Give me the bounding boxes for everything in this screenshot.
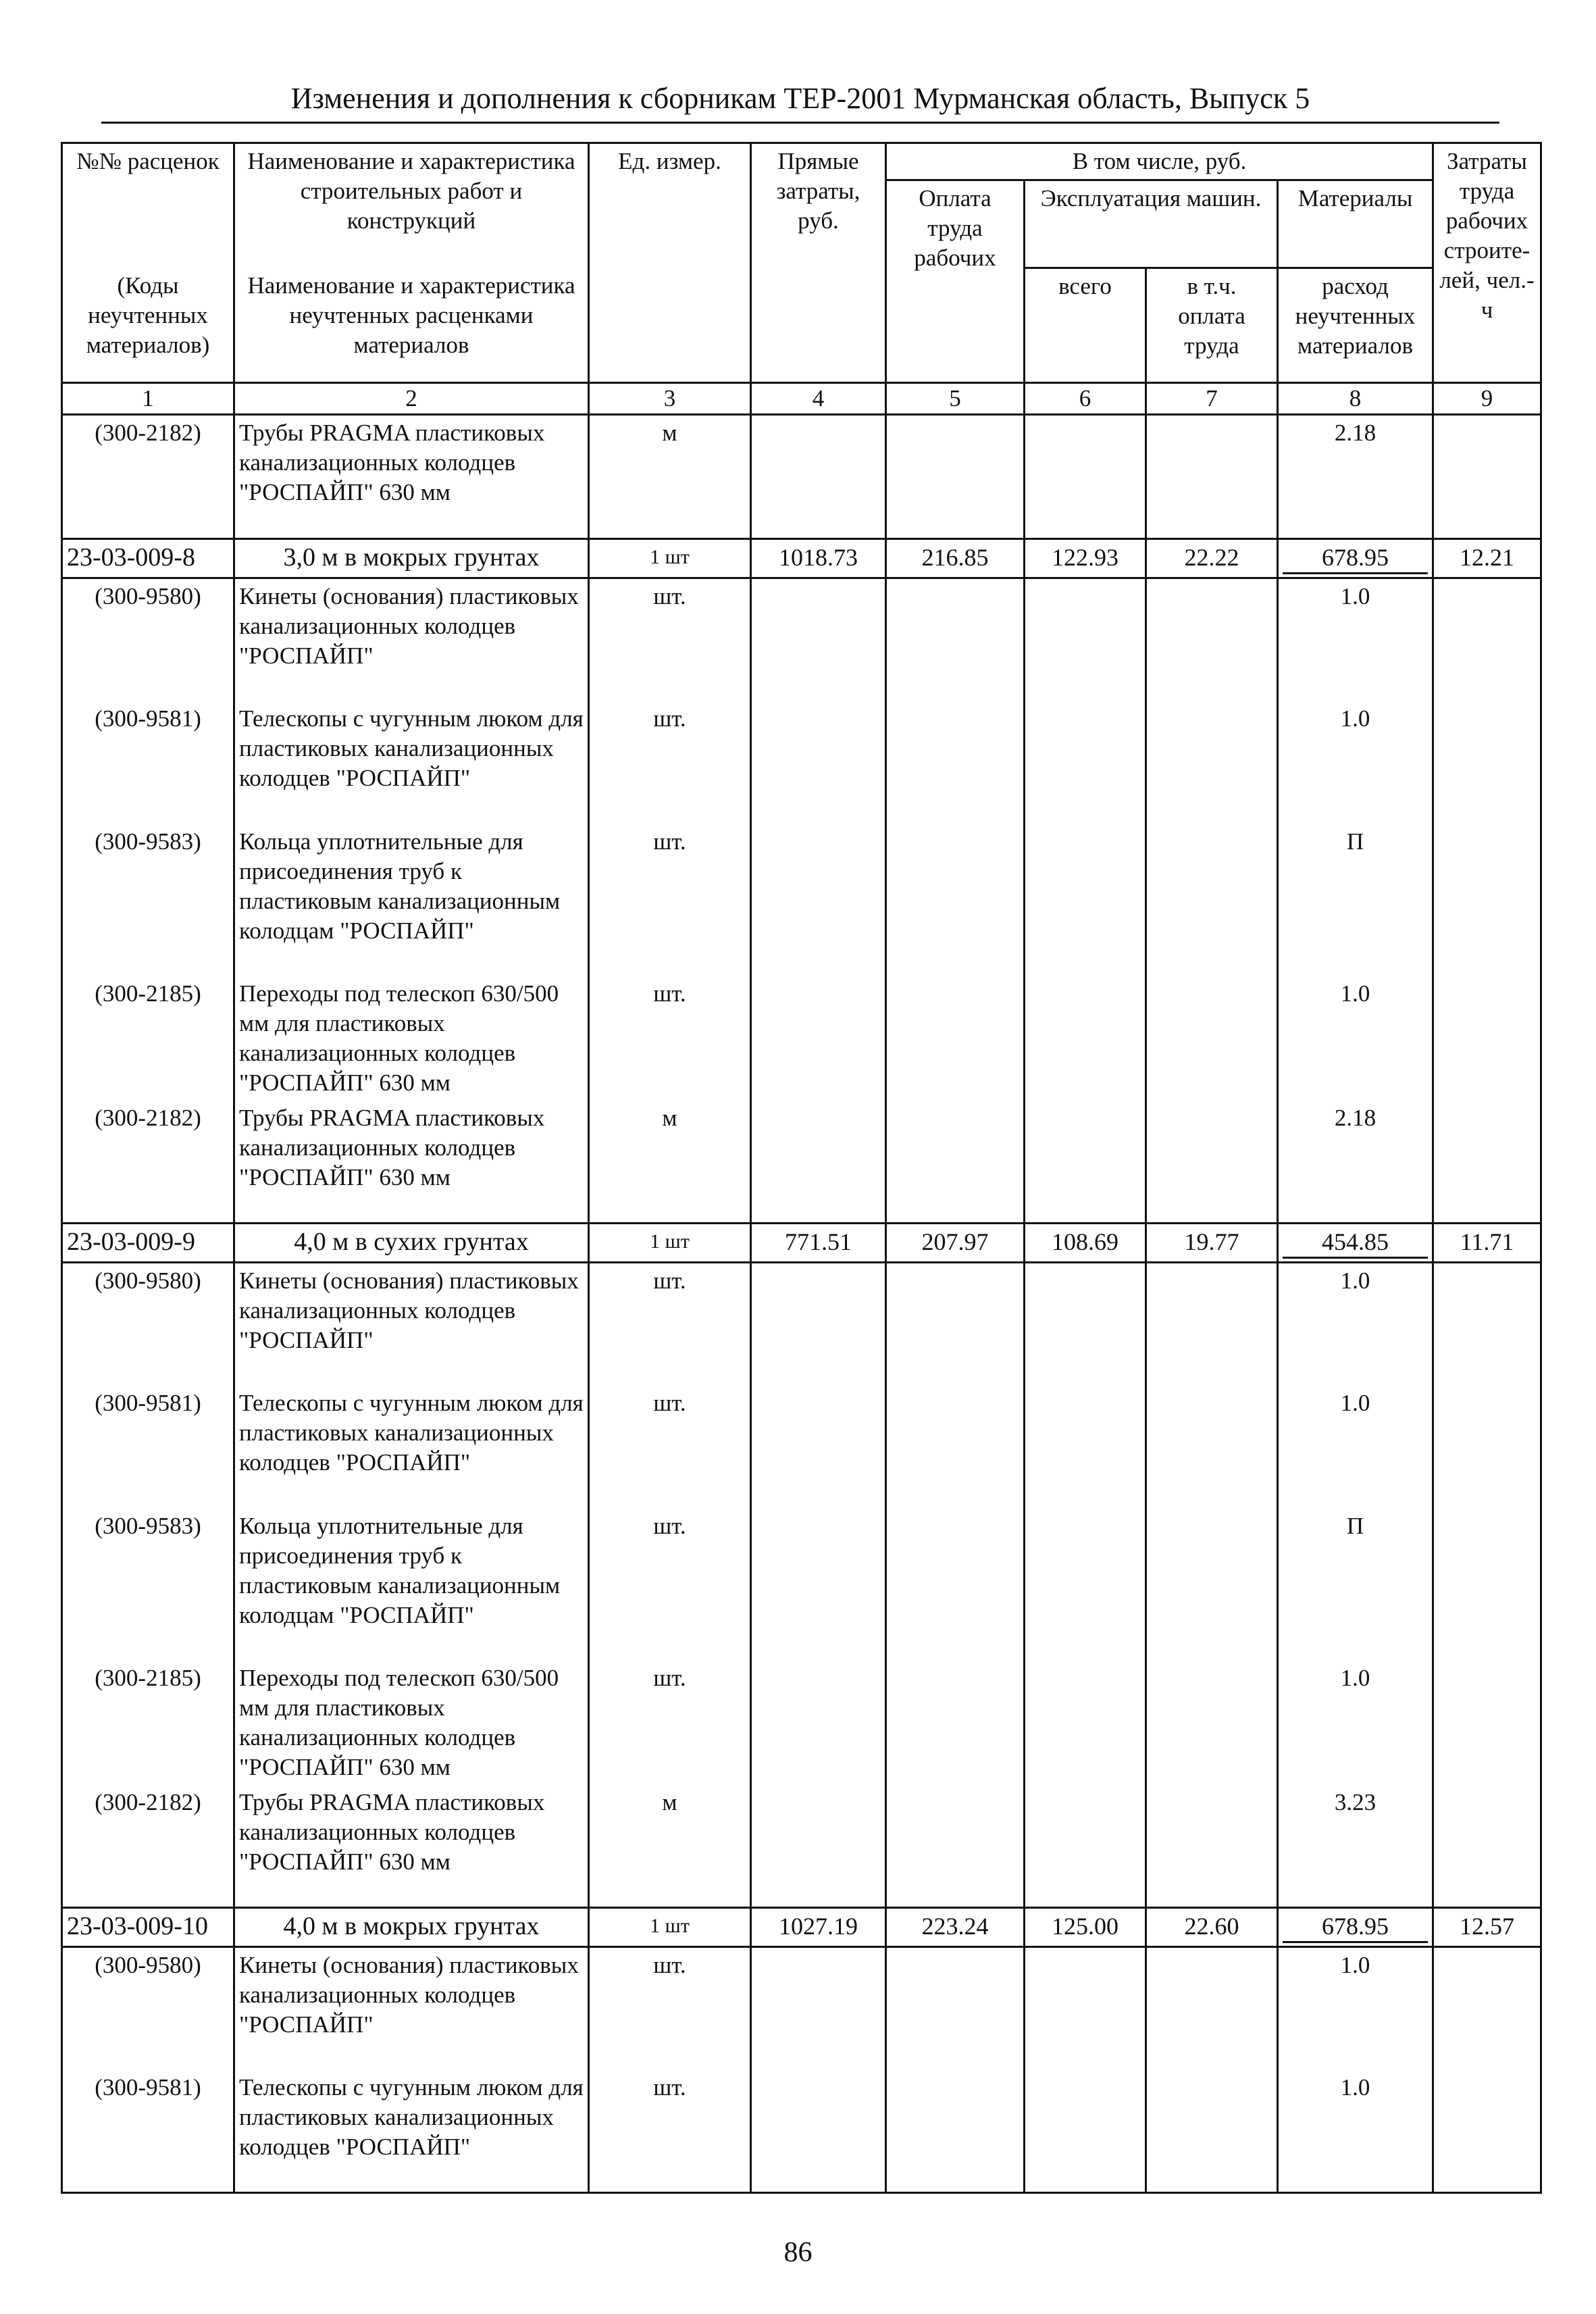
materials-cost: [1278, 539, 1433, 578]
labor-pay: 207.97: [886, 1224, 1025, 1263]
rate-code: 23-03-009-10: [62, 1908, 234, 1947]
labor-pay-empty: [886, 1263, 1025, 1386]
material-code: (300-9581): [62, 1386, 234, 1509]
materials-value: 454.85: [1283, 1227, 1428, 1259]
material-code: (300-2185): [62, 976, 234, 1101]
machines-labor-empty: [1146, 578, 1278, 701]
labor-hours-empty: [1433, 2070, 1541, 2193]
column-number: 9: [1433, 383, 1541, 415]
direct-costs-empty: [751, 824, 886, 976]
material-unit: шт.: [589, 2070, 751, 2193]
machines-total-empty: [1025, 2070, 1146, 2193]
rates-table-wrapper: [61, 142, 1542, 2194]
header-direct-costs: Прямые затраты, руб.: [751, 143, 886, 383]
material-code: (300-9580): [62, 1263, 234, 1386]
direct-costs: 1027.19: [751, 1908, 886, 1947]
material-quantity: 1.0: [1278, 701, 1433, 824]
material-quantity: П: [1278, 1509, 1433, 1661]
material-name: Трубы PRAGMA пластиковых канализационных колодцев "РОСПАЙП" 630 мм: [234, 415, 589, 539]
page-number: 86: [783, 2237, 813, 2268]
material-quantity: 1.0: [1278, 1263, 1433, 1386]
labor-pay-empty: [886, 824, 1025, 976]
material-name: Кольца уплотнительные для присоединения труб к пластиковым канализационным колодцам "РОСПАЙП": [234, 1509, 589, 1661]
material-name: Телескопы с чугунным люком для пластиковых канализационных колодцев "РОСПАЙП": [234, 1386, 589, 1509]
rate-row: [62, 1224, 1541, 1263]
labor-pay: 216.85: [886, 539, 1025, 578]
material-row: [62, 976, 1541, 1101]
machines-labor-empty: [1146, 2070, 1278, 2193]
machines-labor-empty: [1146, 824, 1278, 976]
column-number: 7: [1146, 383, 1278, 415]
direct-costs: 771.51: [751, 1224, 886, 1263]
material-name: Кинеты (основания) пластиковых канализационных колодцев "РОСПАЙП": [234, 1263, 589, 1386]
column-number: 3: [589, 383, 751, 415]
labor-pay-empty: [886, 1101, 1025, 1224]
direct-costs-empty: [751, 578, 886, 701]
header-unit: Ед. измер.: [589, 143, 751, 383]
labor-hours-empty: [1433, 578, 1541, 701]
machines-labor-empty: [1146, 415, 1278, 539]
materials-value: 678.95: [1283, 543, 1428, 574]
material-row: [62, 1509, 1541, 1661]
material-name: Переходы под телескоп 630/500 мм для пластиковых канализационных колодцев "РОСПАЙП" 630 мм: [234, 1661, 589, 1785]
header-materials-usage: расход неучтенных материалов: [1278, 268, 1433, 383]
rate-code: 23-03-009-8: [62, 539, 234, 578]
labor-hours-empty: [1433, 1947, 1541, 2070]
labor-pay: 223.24: [886, 1908, 1025, 1947]
material-code: (300-9583): [62, 1509, 234, 1661]
materials-cost: [1278, 1908, 1433, 1947]
machines-labor: 22.22: [1146, 539, 1278, 578]
direct-costs-empty: [751, 701, 886, 824]
direct-costs-empty: [751, 2070, 886, 2193]
column-number-row: [62, 383, 1541, 415]
machines-labor-empty: [1146, 1263, 1278, 1386]
material-quantity: П: [1278, 824, 1433, 976]
column-number: 4: [751, 383, 886, 415]
material-quantity: 1.0: [1278, 1386, 1433, 1509]
material-code: (300-9581): [62, 701, 234, 824]
direct-costs-empty: [751, 1661, 886, 1785]
header-including-group: В том числе, руб.: [886, 143, 1433, 180]
machines-total-empty: [1025, 578, 1146, 701]
labor-hours: 12.21: [1433, 539, 1541, 578]
column-number: 8: [1278, 383, 1433, 415]
material-row: [62, 701, 1541, 824]
direct-costs-empty: [751, 1947, 886, 2070]
direct-costs-empty: [751, 1263, 886, 1386]
material-code: (300-2185): [62, 1661, 234, 1785]
material-code: (300-2182): [62, 1101, 234, 1224]
materials-value: 678.95: [1283, 1911, 1428, 1943]
labor-pay-empty: [886, 1661, 1025, 1785]
material-name: Переходы под телескоп 630/500 мм для пластиковых канализационных колодцев "РОСПАЙП" 630 мм: [234, 976, 589, 1101]
rate-unit: 1 шт: [589, 1224, 751, 1263]
machines-labor-empty: [1146, 1661, 1278, 1785]
machines-labor-empty: [1146, 976, 1278, 1101]
material-name: Трубы PRAGMA пластиковых канализационных колодцев "РОСПАЙП" 630 мм: [234, 1101, 589, 1224]
header-labor-hours: Затраты труда рабочих строите-лей, чел.-ч: [1433, 143, 1541, 383]
materials-cost: [1278, 1224, 1433, 1263]
machines-labor-empty: [1146, 1386, 1278, 1509]
machines-total: 108.69: [1025, 1224, 1146, 1263]
material-code: (300-9580): [62, 578, 234, 701]
table-body: [62, 415, 1541, 2193]
machines-labor: 19.77: [1146, 1224, 1278, 1263]
labor-pay-empty: [886, 1509, 1025, 1661]
material-unit: шт.: [589, 1509, 751, 1661]
material-unit: м: [589, 1101, 751, 1224]
material-unit: шт.: [589, 1386, 751, 1509]
column-number: 5: [886, 383, 1025, 415]
material-name: Телескопы с чугунным люком для пластиковых канализационных колодцев "РОСПАЙП": [234, 701, 589, 824]
machines-labor-empty: [1146, 1947, 1278, 2070]
direct-costs-empty: [751, 976, 886, 1101]
labor-pay-empty: [886, 1947, 1025, 2070]
header-machines-labor: в т.ч. оплата труда: [1146, 268, 1278, 383]
material-row: [62, 2070, 1541, 2193]
labor-hours-empty: [1433, 824, 1541, 976]
labor-hours-empty: [1433, 1263, 1541, 1386]
column-number: 2: [234, 383, 589, 415]
material-name: Трубы PRAGMA пластиковых канализационных колодцев "РОСПАЙП" 630 мм: [234, 1785, 589, 1908]
column-number: 6: [1025, 383, 1146, 415]
labor-pay-empty: [886, 976, 1025, 1101]
material-row: [62, 1263, 1541, 1386]
material-row: [62, 1661, 1541, 1785]
rate-unit: 1 шт: [589, 1908, 751, 1947]
material-quantity: 2.18: [1278, 415, 1433, 539]
material-code: (300-9581): [62, 2070, 234, 2193]
labor-hours-empty: [1433, 1509, 1541, 1661]
machines-labor-empty: [1146, 1785, 1278, 1908]
header-labor-pay: Оплата труда рабочих: [886, 180, 1025, 383]
machines-labor-empty: [1146, 1509, 1278, 1661]
material-code: (300-9583): [62, 824, 234, 976]
material-quantity: 1.0: [1278, 2070, 1433, 2193]
material-unit: шт.: [589, 701, 751, 824]
material-code: (300-9580): [62, 1947, 234, 2070]
direct-costs-empty: [751, 1785, 886, 1908]
direct-costs-empty: [751, 415, 886, 539]
labor-hours: 11.71: [1433, 1224, 1541, 1263]
material-name: Кольца уплотнительные для присоединения труб к пластиковым канализационным колодцам "РОСПАЙП": [234, 824, 589, 976]
material-quantity: 1.0: [1278, 976, 1433, 1101]
direct-costs-empty: [751, 1509, 886, 1661]
labor-hours-empty: [1433, 701, 1541, 824]
labor-pay-empty: [886, 578, 1025, 701]
material-unit: шт.: [589, 1947, 751, 2070]
labor-hours-empty: [1433, 1101, 1541, 1224]
material-unit: шт.: [589, 1263, 751, 1386]
rate-name: 4,0 м в мокрых грунтах: [234, 1908, 589, 1947]
labor-pay-empty: [886, 1785, 1025, 1908]
direct-costs: 1018.73: [751, 539, 886, 578]
machines-total: 122.93: [1025, 539, 1146, 578]
labor-pay-empty: [886, 415, 1025, 539]
machines-total-empty: [1025, 1785, 1146, 1908]
header-name-top: Наименование и характеристика строительных работ и конструкций: [234, 143, 589, 268]
material-name: Телескопы с чугунным люком для пластиковых канализационных колодцев "РОСПАЙП": [234, 2070, 589, 2193]
labor-pay-empty: [886, 1386, 1025, 1509]
page-title: Изменения и дополнения к сборникам ТЕР-2001 Мурманская область, Выпуск 5: [101, 74, 1499, 124]
machines-total-empty: [1025, 976, 1146, 1101]
labor-pay-empty: [886, 701, 1025, 824]
material-unit: шт.: [589, 824, 751, 976]
rate-unit: 1 шт: [589, 539, 751, 578]
header-machines: Эксплуатация машин.: [1025, 180, 1278, 268]
machines-total-empty: [1025, 701, 1146, 824]
machines-labor-empty: [1146, 701, 1278, 824]
labor-pay-empty: [886, 2070, 1025, 2193]
labor-hours-empty: [1433, 1661, 1541, 1785]
rate-code: 23-03-009-9: [62, 1224, 234, 1263]
material-unit: м: [589, 1785, 751, 1908]
machines-total-empty: [1025, 1101, 1146, 1224]
header-name-bottom: Наименование и характеристика неучтенных расценками материалов: [234, 268, 589, 383]
material-quantity: 2.18: [1278, 1101, 1433, 1224]
header-code-bottom: (Коды неучтенных материалов): [62, 268, 234, 383]
rates-table: [61, 142, 1542, 2194]
header-materials: Материалы: [1278, 180, 1433, 268]
material-row: [62, 824, 1541, 976]
direct-costs-empty: [751, 1386, 886, 1509]
labor-hours: 12.57: [1433, 1908, 1541, 1947]
material-row: [62, 1101, 1541, 1224]
material-name: Кинеты (основания) пластиковых канализационных колодцев "РОСПАЙП": [234, 1947, 589, 2070]
machines-total-empty: [1025, 1947, 1146, 2070]
material-name: Кинеты (основания) пластиковых канализационных колодцев "РОСПАЙП": [234, 578, 589, 701]
header-code-top: №№ расценок: [62, 143, 234, 268]
material-quantity: 3.23: [1278, 1785, 1433, 1908]
rate-name: 4,0 м в сухих грунтах: [234, 1224, 589, 1263]
material-code: (300-2182): [62, 415, 234, 539]
material-row: [62, 578, 1541, 701]
material-quantity: 1.0: [1278, 1661, 1433, 1785]
material-quantity: 1.0: [1278, 578, 1433, 701]
material-row: [62, 1947, 1541, 2070]
material-unit: шт.: [589, 578, 751, 701]
machines-total-empty: [1025, 1263, 1146, 1386]
rate-row: [62, 1908, 1541, 1947]
machines-total-empty: [1025, 824, 1146, 976]
machines-total-empty: [1025, 415, 1146, 539]
labor-hours-empty: [1433, 415, 1541, 539]
material-row: [62, 415, 1541, 539]
machines-total-empty: [1025, 1661, 1146, 1785]
column-number: 1: [62, 383, 234, 415]
machines-total-empty: [1025, 1509, 1146, 1661]
machines-total: 125.00: [1025, 1908, 1146, 1947]
material-unit: шт.: [589, 976, 751, 1101]
direct-costs-empty: [751, 1101, 886, 1224]
labor-hours-empty: [1433, 1386, 1541, 1509]
machines-labor-empty: [1146, 1101, 1278, 1224]
material-unit: шт.: [589, 1661, 751, 1785]
labor-hours-empty: [1433, 1785, 1541, 1908]
header-machines-total: всего: [1025, 268, 1146, 383]
machines-labor: 22.60: [1146, 1908, 1278, 1947]
labor-hours-empty: [1433, 976, 1541, 1101]
material-row: [62, 1785, 1541, 1908]
material-row: [62, 1386, 1541, 1509]
material-quantity: 1.0: [1278, 1947, 1433, 2070]
material-unit: м: [589, 415, 751, 539]
rate-row: [62, 539, 1541, 578]
material-code: (300-2182): [62, 1785, 234, 1908]
machines-total-empty: [1025, 1386, 1146, 1509]
rate-name: 3,0 м в мокрых грунтах: [234, 539, 589, 578]
